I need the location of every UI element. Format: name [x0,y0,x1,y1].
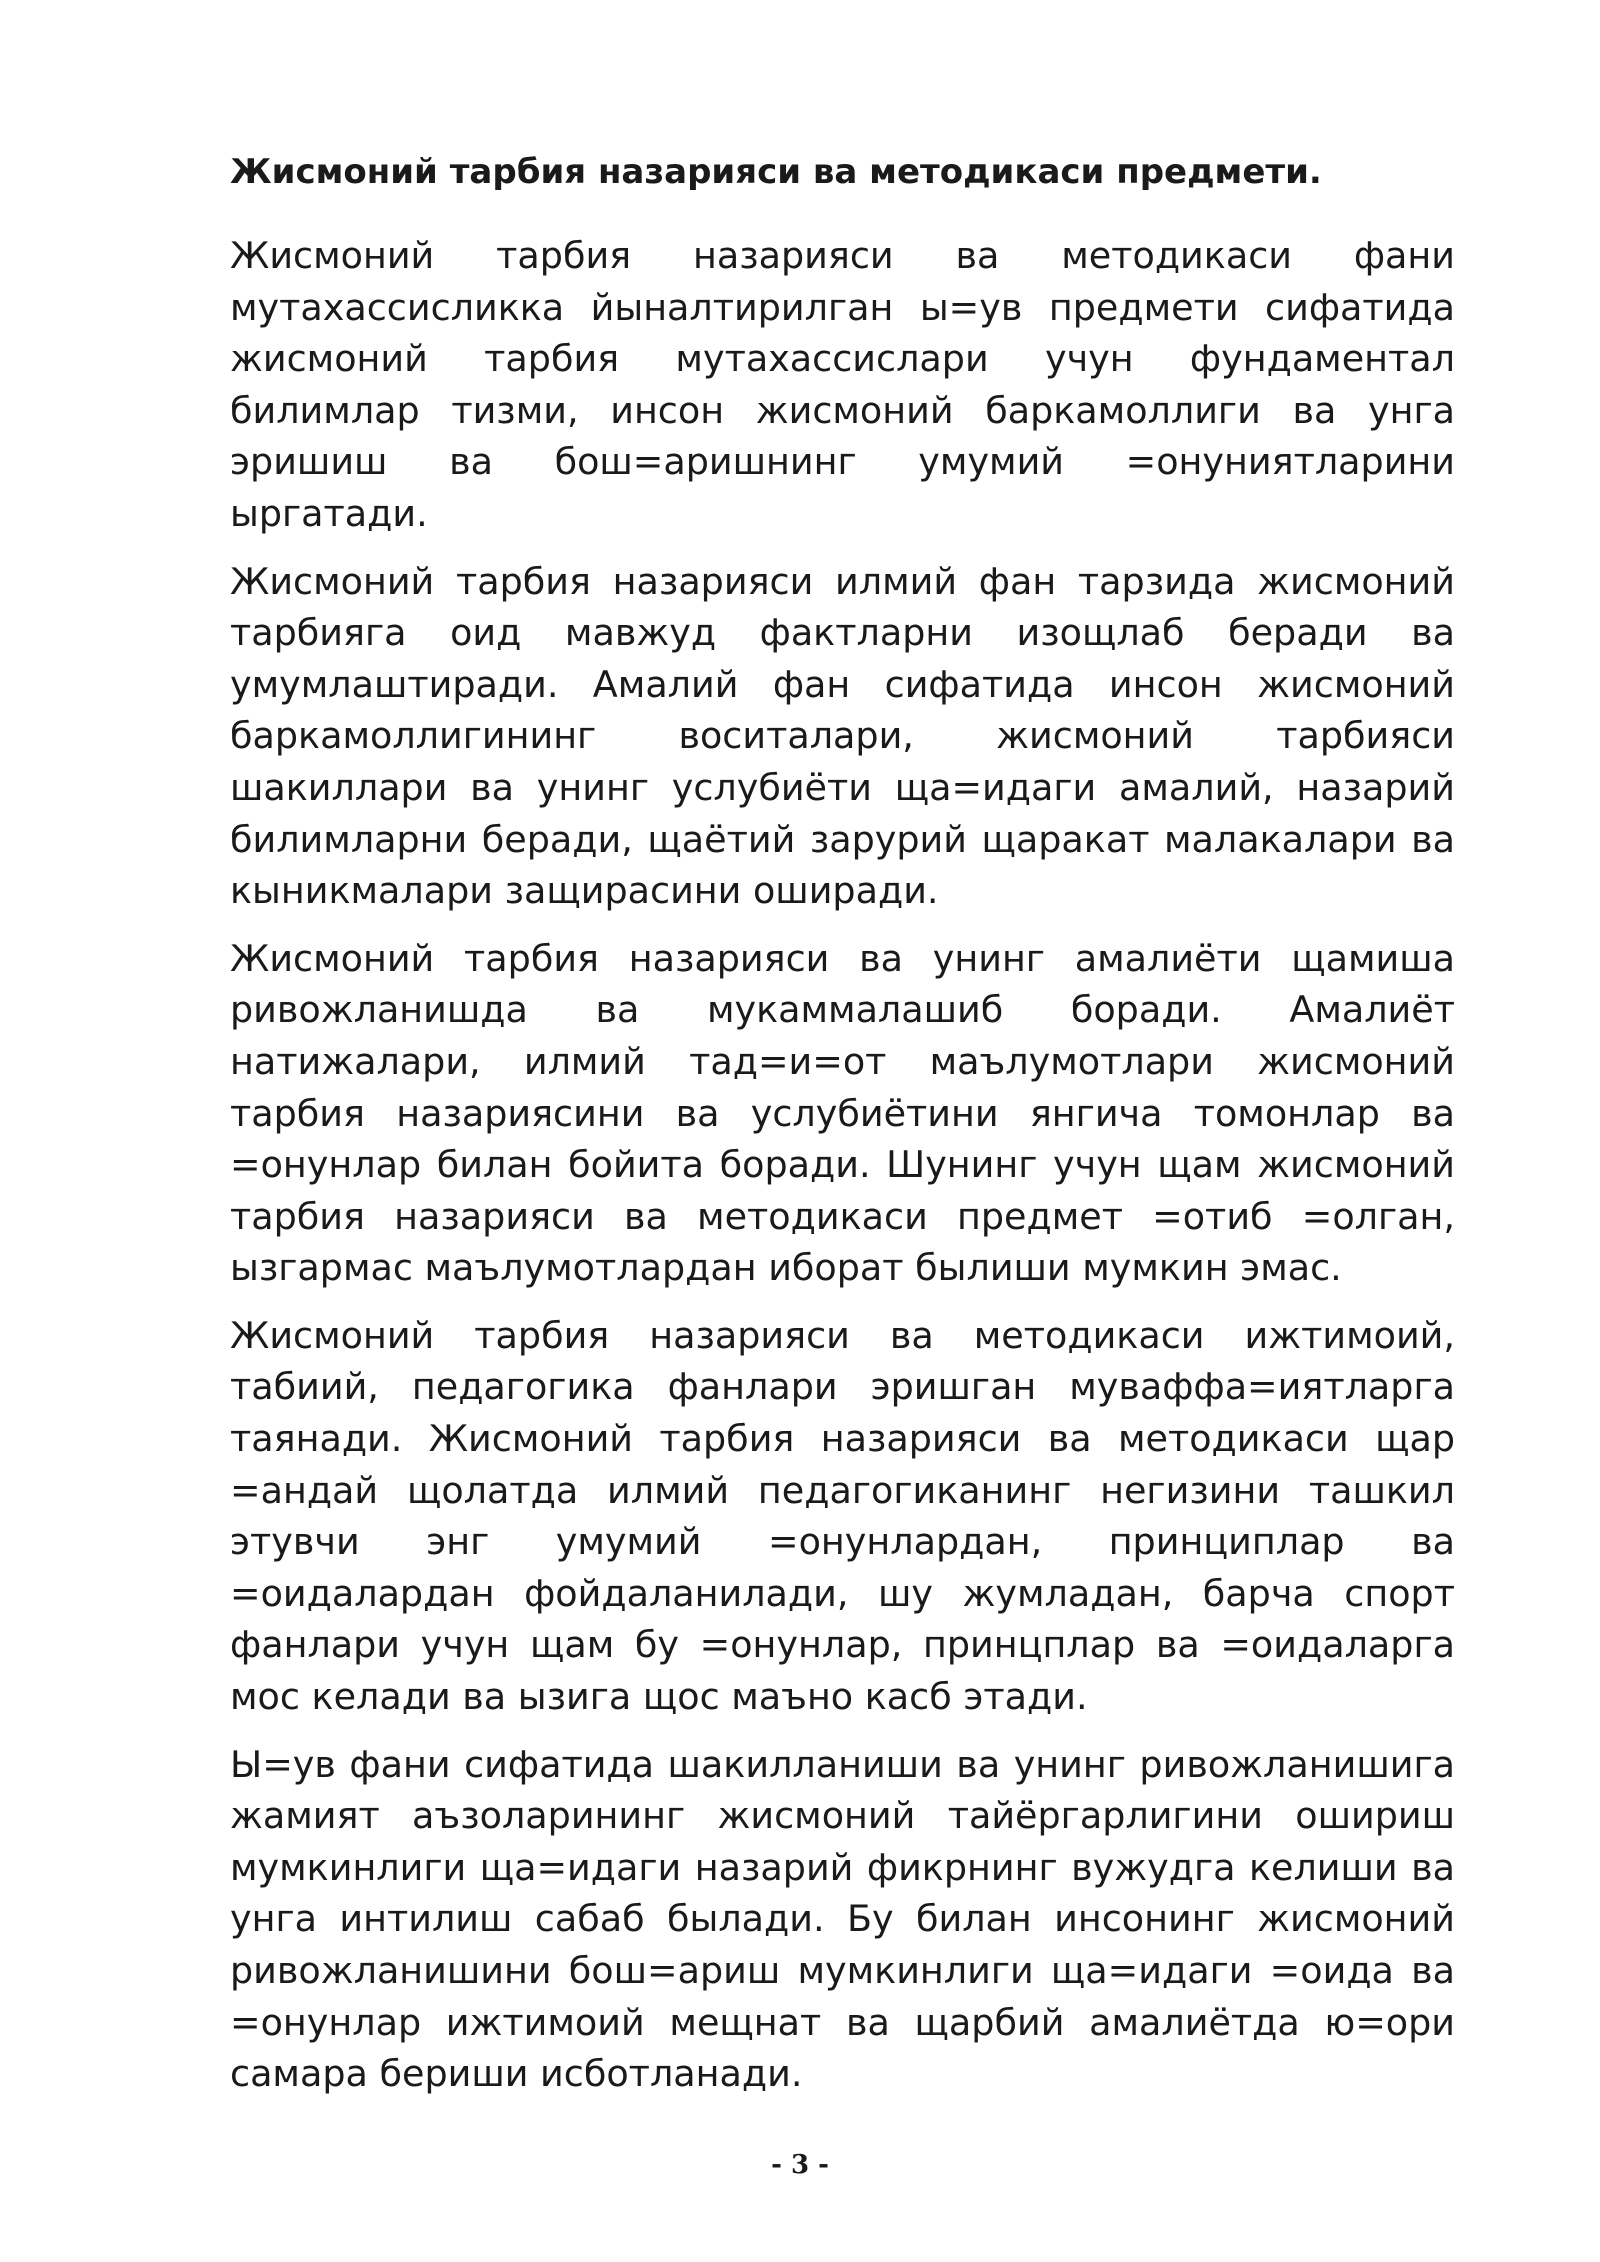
paragraph-2: Жисмоний тарбия назарияси илмий фан тарзида жисмоний тарбияга оид мавжуд фактларни изощлаб беради ва умумлаштиради. Амалий фан сифатида инсон жисмоний баркамоллигининг воситалари, жисмоний тарбияси шакиллари ва унинг услубиёти ща=идаги амалий, назарий билимларни беради, щаётий зарурий щаракат малакалари ва кыникмалари защирасини оширади. [230,559,1455,913]
paragraph-4: Жисмоний тарбия назарияси ва методикаси ижтимоий, табиий, педагогика фанлари эришган муваффа=иятларга таянади. Жисмоний тарбия назарияси ва методикаси щар =андай щолатда илмий педагогиканинг негизини ташкил этувчи энг умумий =онунлардан, принциплар ва =оидалардан фойдаланилади, шу жумладан, барча спорт фанлари учун щам бу =онунлар, принцплар ва =оидаларга мос келади ва ызига щос маъно касб этади. [230,1313,1455,1719]
document-page [230,150,1455,2116]
page-number: - 3 - [771,2150,829,2180]
paragraph-3: Жисмоний тарбия назарияси ва унинг амалиёти щамиша ривожланишда ва мукаммалашиб боради. Амалиёт натижалари, илмий тад=и=от маълумотлари жисмоний тарбия назариясини ва услубиётини янгича томонлар ва =онунлар билан бойита боради. Шунинг учун щам жисмоний тарбия назарияси ва методикаси предмет =отиб =олган, ызгармас маълумотлардан иборат былиши мумкин эмас. [230,936,1455,1290]
paragraph-1: Жисмоний тарбия назарияси ва методикаси фани мутахассисликка йыналтирилган ы=ув предмети сифатида жисмоний тарбия мутахассислари учун фундаментал билимлар тизми, инсон жисмоний баркамоллиги ва унга эришиш ва бош=аришнинг умумий =онуниятларини ыргатади. [230,234,1455,535]
document-title: Жисмоний тарбия назарияси ва методикаси предмети. [230,152,1322,192]
paragraph-5: Ы=ув фани сифатида шакилланиши ва унинг ривожланишига жамият аъзоларининг жисмоний тайёргарлигини ошириш мумкинлиги ща=идаги назарий фикрнинг вужудга келиши ва унга интилиш сабаб былади. Бу билан инсонинг жисмоний ривожланишини бош=ариш мумкинлиги ща=идаги =оида ва =онунлар ижтимоий мещнат ва щарбий амалиётда ю=ори самара бериши исботланади. [230,1742,1455,2096]
